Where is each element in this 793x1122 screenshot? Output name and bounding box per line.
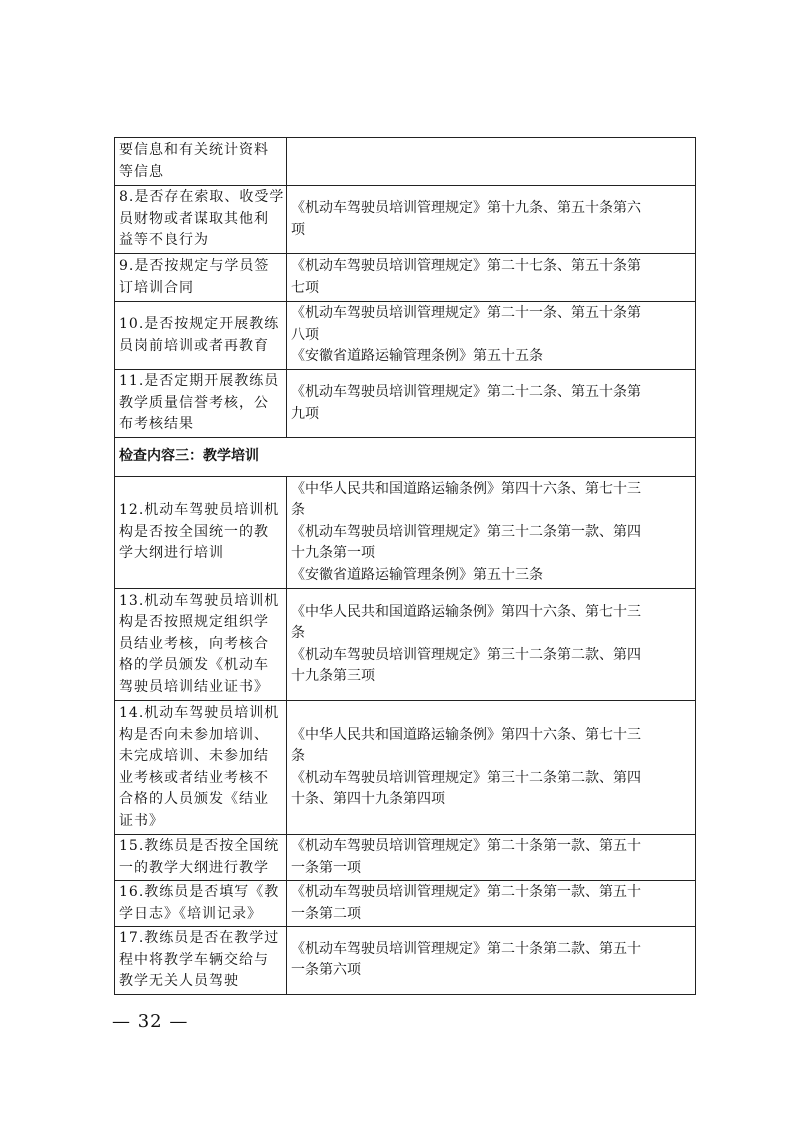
- legal-basis-cell: 《机动车驾驶员培训管理规定》第二十二条、第五十条第 九项: [287, 370, 696, 438]
- page-number: — 32 —: [112, 1011, 189, 1032]
- legal-basis-cell: 《机动车驾驶员培训管理规定》第二十条第一款、第五十 一条第二项: [287, 881, 696, 927]
- table-row: [115, 701, 696, 835]
- inspection-checklist-table: [114, 137, 696, 995]
- check-item-cell: 14.机动车驾驶员培训机 构是否向未参加培训、 未完成培训、未参加结 业考核或者结业考核不 合格的人员颁发《结业 证书》: [115, 701, 287, 835]
- table-row: [115, 302, 696, 370]
- legal-basis-cell: 《中华人民共和国道路运输条例》第四十六条、第七十三 条 《机动车驾驶员培训管理规定》第三十二条第二款、第四 十条、第四十九条第四项: [287, 701, 696, 835]
- check-item-cell: 11.是否定期开展教练员 教学质量信誉考核，公 布考核结果: [115, 370, 287, 438]
- table-row: [115, 370, 696, 438]
- table-row: [115, 138, 696, 186]
- check-item-cell: 9.是否按规定与学员签 订培训合同: [115, 254, 287, 302]
- check-item-cell: 12.机动车驾驶员培训机 构是否按全国统一的教 学大纲进行培训: [115, 477, 287, 589]
- table-row: [115, 835, 696, 881]
- check-item-cell: 10.是否按规定开展教练 员岗前培训或者再教育: [115, 302, 287, 370]
- section-header-row: [115, 438, 696, 477]
- check-item-cell: 17.教练员是否在教学过 程中将教学车辆交给与 教学无关人员驾驶: [115, 927, 287, 995]
- legal-basis-cell: 《机动车驾驶员培训管理规定》第二十七条、第五十条第 七项: [287, 254, 696, 302]
- table-row: [115, 881, 696, 927]
- table-row: [115, 927, 696, 995]
- legal-basis-cell: 《机动车驾驶员培训管理规定》第二十一条、第五十条第 八项 《安徽省道路运输管理条例》第五十五条: [287, 302, 696, 370]
- section-heading: 检查内容三：教学培训: [115, 438, 696, 477]
- check-item-cell: 8.是否存在索取、收受学 员财物或者谋取其他利 益等不良行为: [115, 186, 287, 254]
- legal-basis-cell: [287, 138, 696, 186]
- table-row: [115, 589, 696, 701]
- legal-basis-cell: 《机动车驾驶员培训管理规定》第十九条、第五十条第六 项: [287, 186, 696, 254]
- table-row: [115, 186, 696, 254]
- legal-basis-cell: 《机动车驾驶员培训管理规定》第二十条第二款、第五十 一条第六项: [287, 927, 696, 995]
- legal-basis-cell: 《中华人民共和国道路运输条例》第四十六条、第七十三 条 《机动车驾驶员培训管理规定》第三十二条第一款、第四 十九条第一项 《安徽省道路运输管理条例》第五十三条: [287, 477, 696, 589]
- table-row: [115, 254, 696, 302]
- table-row: [115, 477, 696, 589]
- check-item-cell: 要信息和有关统计资料 等信息: [115, 138, 287, 186]
- legal-basis-cell: 《机动车驾驶员培训管理规定》第二十条第一款、第五十 一条第一项: [287, 835, 696, 881]
- check-item-cell: 13.机动车驾驶员培训机 构是否按照规定组织学 员结业考核，向考核合 格的学员颁发《机动车 驾驶员培训结业证书》: [115, 589, 287, 701]
- check-item-cell: 15.教练员是否按全国统 一的教学大纲进行教学: [115, 835, 287, 881]
- legal-basis-cell: 《中华人民共和国道路运输条例》第四十六条、第七十三 条 《机动车驾驶员培训管理规定》第三十二条第二款、第四 十九条第三项: [287, 589, 696, 701]
- check-item-cell: 16.教练员是否填写《教 学日志》《培训记录》: [115, 881, 287, 927]
